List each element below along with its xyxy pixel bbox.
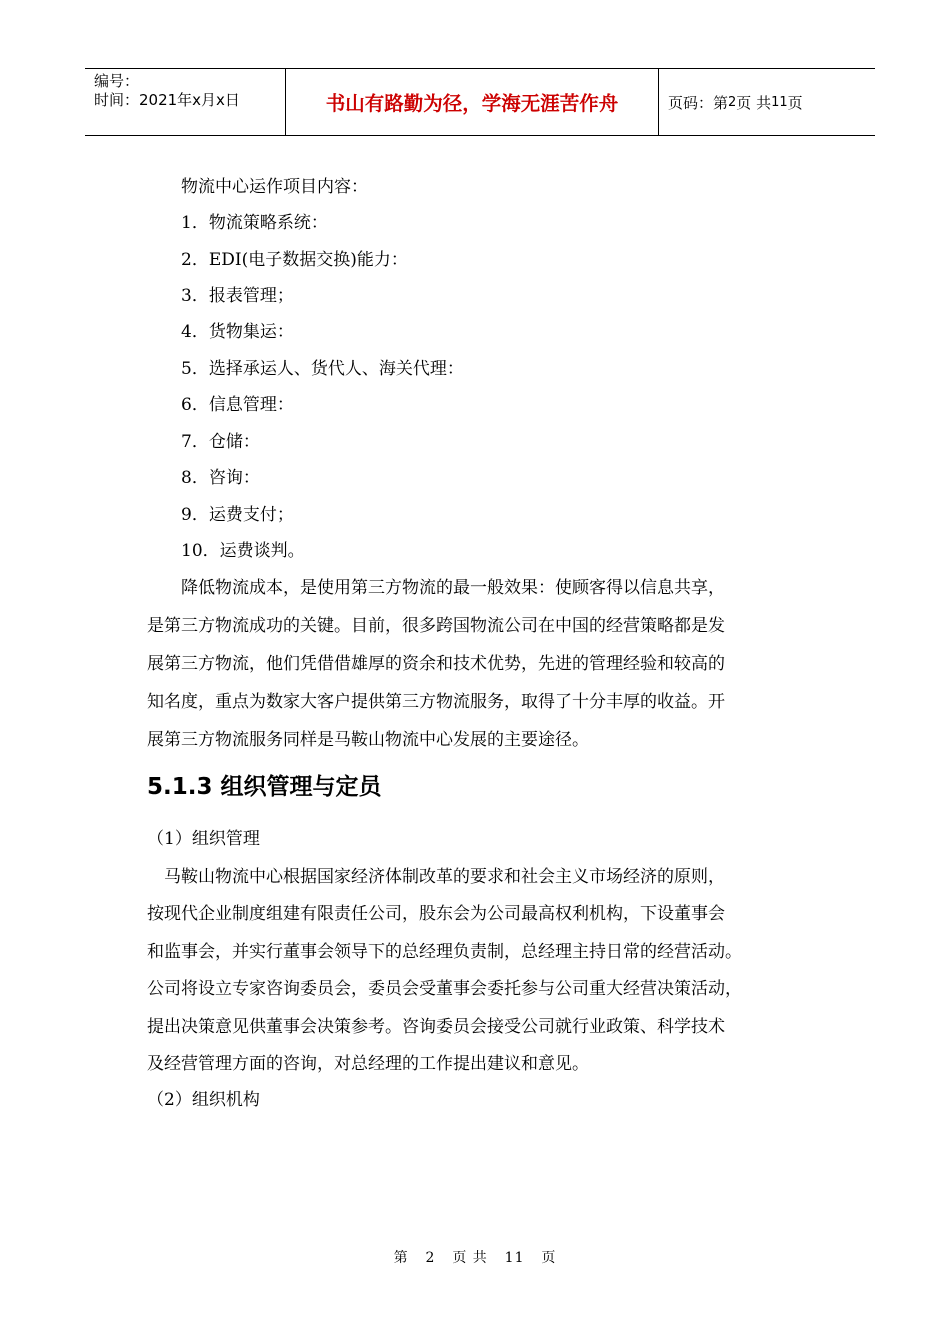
paragraph-line: 及经营管理方面的咨询，对总经理的工作提出建议和意见。 xyxy=(147,1054,589,1074)
section-heading: 5.1.3 组织管理与定员 xyxy=(147,774,382,800)
paragraph-line: 马鞍山物流中心根据国家经济体制改革的要求和社会主义市场经济的原则， xyxy=(164,867,725,887)
footer-prefix: 第 xyxy=(393,1250,409,1266)
footer-total-pages: 11 xyxy=(504,1250,525,1266)
header-motto: 书山有路勤为径，学海无涯苦作舟 xyxy=(325,92,619,115)
header-page-end: 页 xyxy=(787,93,803,112)
header-date: 时间：2021年x月x日 xyxy=(94,91,240,109)
paragraph-line: 按现代企业制度组建有限责任公司，股东会为公司最高权利机构，下设董事会 xyxy=(147,904,725,924)
list-item: 5．选择承运人、货代人、海关代理： xyxy=(181,359,464,379)
header-page-info xyxy=(668,69,803,135)
list-item: 4．货物集运： xyxy=(181,322,294,342)
paragraph-line: 知名度，重点为数家大客户提供第三方物流服务，取得了十分丰厚的收益。开 xyxy=(147,692,725,712)
list-item: 10．运费谈判。 xyxy=(181,541,305,561)
header-number-label: 编号： xyxy=(94,72,140,90)
header-page-current: 2 xyxy=(728,94,737,110)
paragraph-line: 是第三方物流成功的关键。目前，很多跨国物流公司在中国的经营策略都是发 xyxy=(147,616,725,636)
paragraph-line: 公司将设立专家咨询委员会，委员会受董事会委托参与公司重大经营决策活动， xyxy=(147,979,742,999)
paragraph-line: 展第三方物流，他们凭借借雄厚的资余和技术优势，先进的管理经验和较高的 xyxy=(147,654,725,674)
list-item: 6．信息管理： xyxy=(181,395,294,415)
list-item: 7．仓储： xyxy=(181,432,260,452)
subsection-title: （1）组织管理 xyxy=(147,829,260,849)
header-page-label: 页码：第 xyxy=(668,93,729,112)
intro-line: 物流中心运作项目内容： xyxy=(181,177,368,197)
paragraph-line: 提出决策意见供董事会决策参考。咨询委员会接受公司就行业政策、科学技术 xyxy=(147,1017,725,1037)
header-divider-right xyxy=(658,69,659,135)
list-item: 9．运费支付； xyxy=(181,505,294,525)
page-footer xyxy=(0,1247,950,1267)
header-page-mid: 页 共 xyxy=(736,93,772,112)
paragraph-line: 展第三方物流服务同样是马鞍山物流中心发展的主要途径。 xyxy=(147,730,589,750)
footer-current-page: 2 xyxy=(425,1250,436,1266)
header-meta xyxy=(94,69,284,135)
list-item: 1．物流策略系统： xyxy=(181,213,328,233)
header-page-total: 11 xyxy=(771,94,788,110)
list-item: 3．报表管理； xyxy=(181,286,294,306)
footer-mid: 页 共 xyxy=(452,1250,488,1266)
paragraph-line: 降低物流成本，是使用第三方物流的最一般效果：使顾客得以信息共享， xyxy=(181,578,725,598)
footer-suffix: 页 xyxy=(541,1250,557,1266)
subsection-title: （2）组织机构 xyxy=(147,1090,260,1110)
list-item: 8．咨询： xyxy=(181,468,260,488)
paragraph-line: 和监事会，并实行董事会领导下的总经理负责制，总经理主持日常的经营活动。 xyxy=(147,942,742,962)
list-item: 2．EDI(电子数据交换)能力： xyxy=(181,250,408,270)
page-header xyxy=(85,68,875,136)
